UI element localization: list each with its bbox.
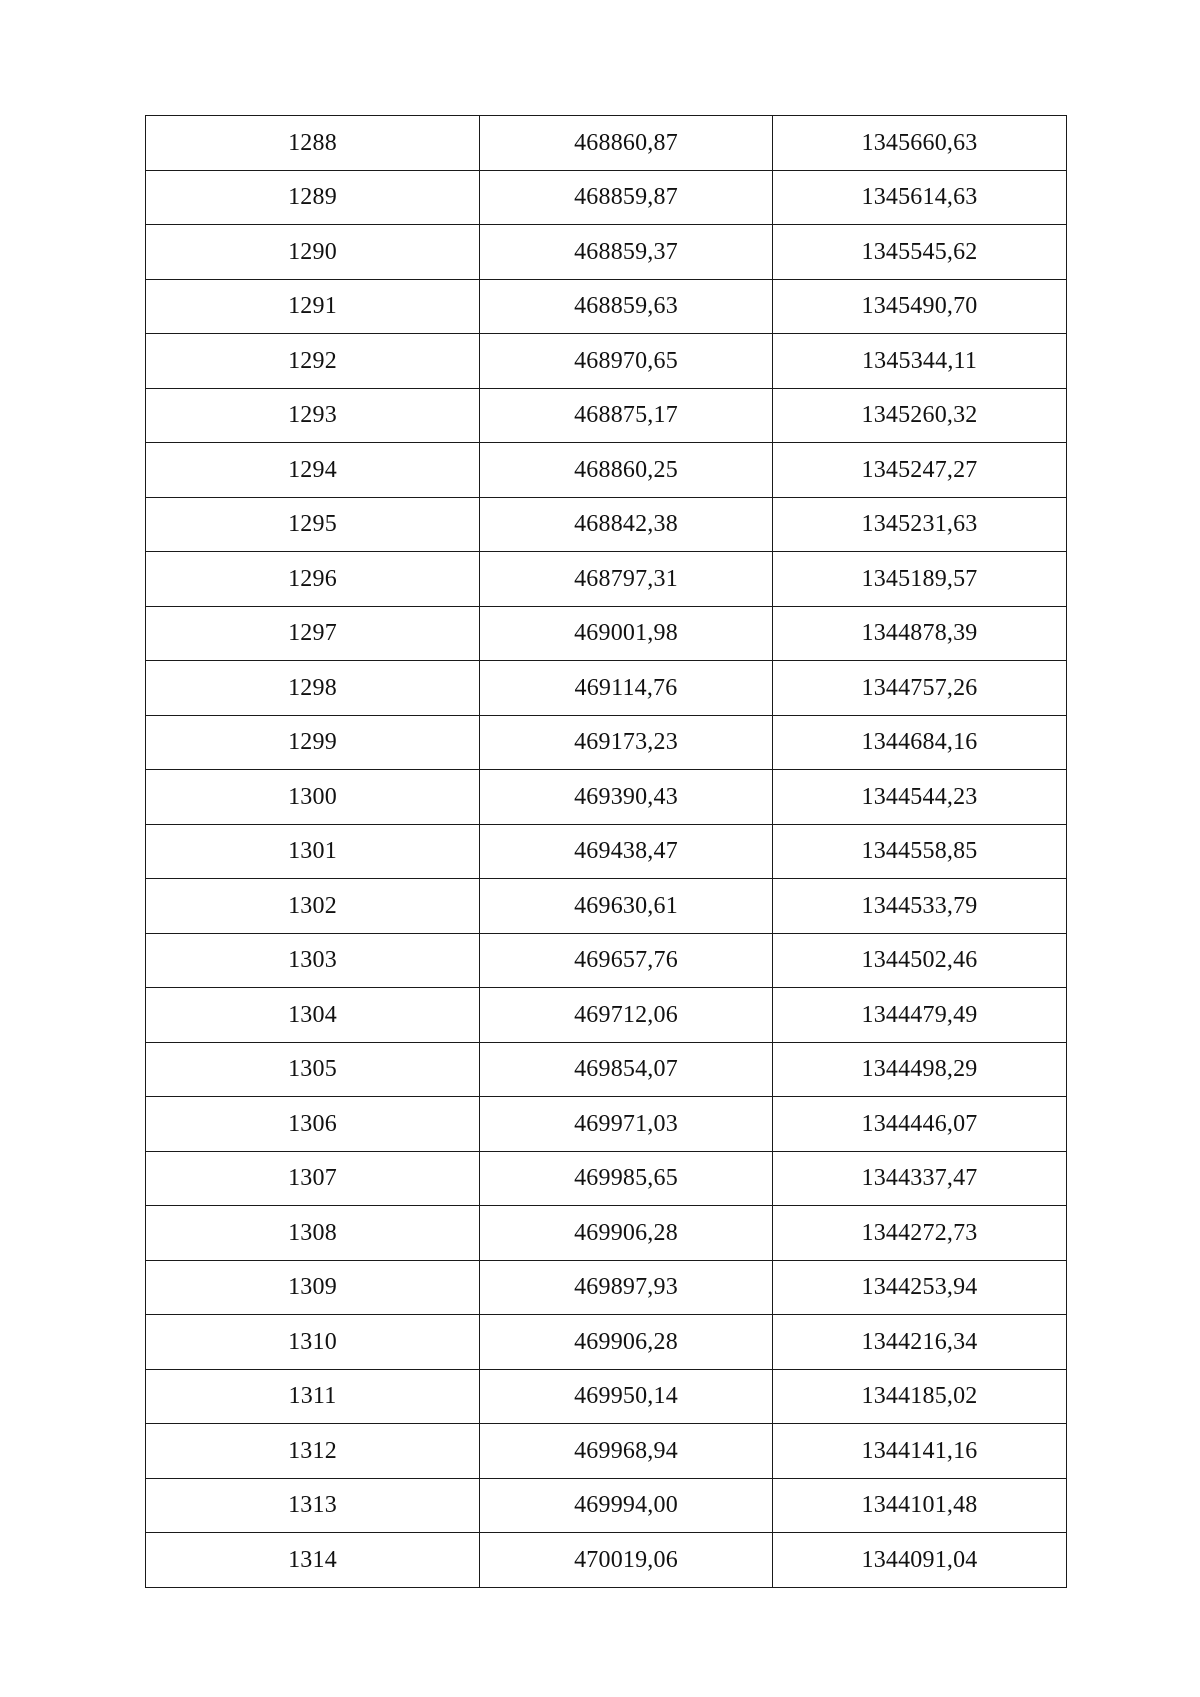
table-row (146, 1533, 1067, 1588)
y-coordinate-cell: 1345490,70 (773, 279, 1067, 334)
x-coordinate-cell: 469630,61 (480, 879, 773, 934)
point-number-cell: 1314 (146, 1533, 480, 1588)
point-number-cell: 1309 (146, 1260, 480, 1315)
y-coordinate-cell: 1344498,29 (773, 1042, 1067, 1097)
table-row (146, 661, 1067, 716)
point-number-cell: 1305 (146, 1042, 480, 1097)
x-coordinate-cell: 468860,87 (480, 116, 773, 171)
y-coordinate-cell: 1344091,04 (773, 1533, 1067, 1588)
point-number-cell: 1312 (146, 1424, 480, 1479)
table-row (146, 1042, 1067, 1097)
y-coordinate-cell: 1345231,63 (773, 497, 1067, 552)
x-coordinate-cell: 468875,17 (480, 388, 773, 443)
point-number-cell: 1290 (146, 225, 480, 280)
point-number-cell: 1296 (146, 552, 480, 607)
x-coordinate-cell: 469897,93 (480, 1260, 773, 1315)
point-number-cell: 1289 (146, 170, 480, 225)
y-coordinate-cell: 1345260,32 (773, 388, 1067, 443)
point-number-cell: 1298 (146, 661, 480, 716)
coordinates-table (145, 115, 1067, 1588)
x-coordinate-cell: 469971,03 (480, 1097, 773, 1152)
table-row (146, 170, 1067, 225)
x-coordinate-cell: 469173,23 (480, 715, 773, 770)
y-coordinate-cell: 1345189,57 (773, 552, 1067, 607)
table-row (146, 606, 1067, 661)
coordinates-table-body (146, 116, 1067, 1588)
x-coordinate-cell: 469985,65 (480, 1151, 773, 1206)
y-coordinate-cell: 1344272,73 (773, 1206, 1067, 1261)
point-number-cell: 1302 (146, 879, 480, 934)
x-coordinate-cell: 469994,00 (480, 1478, 773, 1533)
table-row (146, 443, 1067, 498)
y-coordinate-cell: 1344446,07 (773, 1097, 1067, 1152)
point-number-cell: 1294 (146, 443, 480, 498)
y-coordinate-cell: 1344684,16 (773, 715, 1067, 770)
table-row (146, 770, 1067, 825)
x-coordinate-cell: 470019,06 (480, 1533, 773, 1588)
y-coordinate-cell: 1345545,62 (773, 225, 1067, 280)
point-number-cell: 1310 (146, 1315, 480, 1370)
y-coordinate-cell: 1344558,85 (773, 824, 1067, 879)
point-number-cell: 1299 (146, 715, 480, 770)
point-number-cell: 1291 (146, 279, 480, 334)
y-coordinate-cell: 1344757,26 (773, 661, 1067, 716)
x-coordinate-cell: 469968,94 (480, 1424, 773, 1479)
x-coordinate-cell: 469390,43 (480, 770, 773, 825)
table-row (146, 552, 1067, 607)
point-number-cell: 1307 (146, 1151, 480, 1206)
y-coordinate-cell: 1344878,39 (773, 606, 1067, 661)
x-coordinate-cell: 468970,65 (480, 334, 773, 389)
table-row (146, 1097, 1067, 1152)
x-coordinate-cell: 468859,37 (480, 225, 773, 280)
table-row (146, 824, 1067, 879)
x-coordinate-cell: 469906,28 (480, 1315, 773, 1370)
point-number-cell: 1297 (146, 606, 480, 661)
x-coordinate-cell: 469906,28 (480, 1206, 773, 1261)
point-number-cell: 1292 (146, 334, 480, 389)
x-coordinate-cell: 469950,14 (480, 1369, 773, 1424)
y-coordinate-cell: 1344101,48 (773, 1478, 1067, 1533)
y-coordinate-cell: 1344544,23 (773, 770, 1067, 825)
table-row (146, 879, 1067, 934)
y-coordinate-cell: 1345614,63 (773, 170, 1067, 225)
point-number-cell: 1303 (146, 933, 480, 988)
point-number-cell: 1304 (146, 988, 480, 1043)
y-coordinate-cell: 1345344,11 (773, 334, 1067, 389)
table-row (146, 1315, 1067, 1370)
y-coordinate-cell: 1344479,49 (773, 988, 1067, 1043)
y-coordinate-cell: 1345660,63 (773, 116, 1067, 171)
table-row (146, 334, 1067, 389)
table-row (146, 225, 1067, 280)
x-coordinate-cell: 469854,07 (480, 1042, 773, 1097)
table-row (146, 1424, 1067, 1479)
table-row (146, 388, 1067, 443)
x-coordinate-cell: 468859,63 (480, 279, 773, 334)
table-row (146, 116, 1067, 171)
table-row (146, 1478, 1067, 1533)
point-number-cell: 1301 (146, 824, 480, 879)
table-row (146, 1206, 1067, 1261)
table-row (146, 1260, 1067, 1315)
x-coordinate-cell: 469712,06 (480, 988, 773, 1043)
point-number-cell: 1308 (146, 1206, 480, 1261)
y-coordinate-cell: 1344337,47 (773, 1151, 1067, 1206)
table-row (146, 715, 1067, 770)
table-row (146, 279, 1067, 334)
point-number-cell: 1313 (146, 1478, 480, 1533)
point-number-cell: 1293 (146, 388, 480, 443)
x-coordinate-cell: 468842,38 (480, 497, 773, 552)
x-coordinate-cell: 468797,31 (480, 552, 773, 607)
table-row (146, 933, 1067, 988)
x-coordinate-cell: 469657,76 (480, 933, 773, 988)
table-row (146, 1369, 1067, 1424)
x-coordinate-cell: 468859,87 (480, 170, 773, 225)
x-coordinate-cell: 469001,98 (480, 606, 773, 661)
x-coordinate-cell: 469114,76 (480, 661, 773, 716)
y-coordinate-cell: 1344141,16 (773, 1424, 1067, 1479)
point-number-cell: 1295 (146, 497, 480, 552)
table-row (146, 1151, 1067, 1206)
y-coordinate-cell: 1344185,02 (773, 1369, 1067, 1424)
y-coordinate-cell: 1344216,34 (773, 1315, 1067, 1370)
x-coordinate-cell: 469438,47 (480, 824, 773, 879)
y-coordinate-cell: 1344533,79 (773, 879, 1067, 934)
point-number-cell: 1311 (146, 1369, 480, 1424)
y-coordinate-cell: 1345247,27 (773, 443, 1067, 498)
table-row (146, 988, 1067, 1043)
point-number-cell: 1306 (146, 1097, 480, 1152)
y-coordinate-cell: 1344502,46 (773, 933, 1067, 988)
y-coordinate-cell: 1344253,94 (773, 1260, 1067, 1315)
point-number-cell: 1300 (146, 770, 480, 825)
x-coordinate-cell: 468860,25 (480, 443, 773, 498)
point-number-cell: 1288 (146, 116, 480, 171)
table-row (146, 497, 1067, 552)
